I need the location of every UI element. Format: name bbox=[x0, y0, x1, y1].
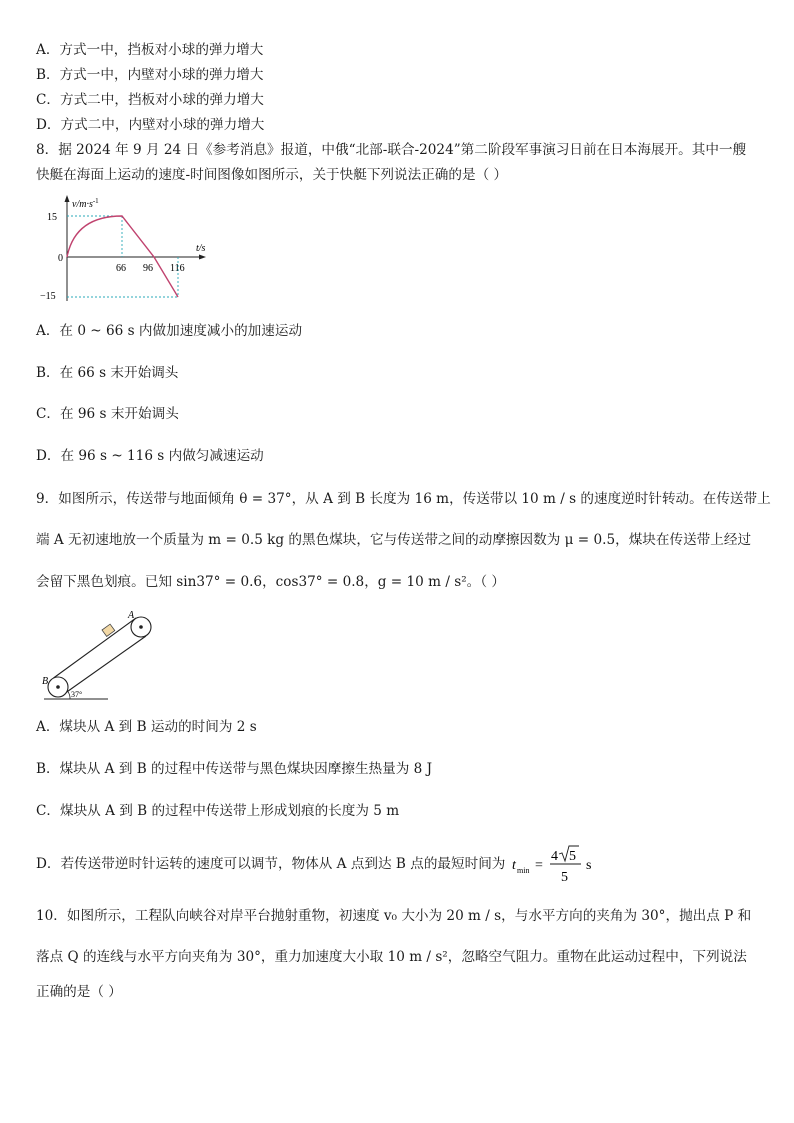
angle-arc bbox=[68, 691, 71, 699]
q7-option-d: D．方式二中，内壁对小球的弹力增大 bbox=[36, 117, 265, 133]
origin-label: 0 bbox=[58, 253, 63, 264]
y-axis-arrow bbox=[65, 195, 70, 202]
label-a: A bbox=[128, 610, 135, 621]
q8-velocity-time-graph bbox=[36, 193, 216, 305]
q8-option-d: D．在 96 s ~ 116 s 内做匀减速运动 bbox=[36, 448, 264, 464]
q9-option-b: B．煤块从 A 到 B 的过程中传送带与黑色煤块因摩擦生热量为 8 J bbox=[36, 761, 433, 777]
q9-conveyor-belt-figure bbox=[36, 608, 166, 704]
q8-stem-line2: 快艇在海面上运动的速度-时间图像如图所示，关于快艇下列说法正确的是（ ） bbox=[36, 167, 508, 183]
x-tick-116: 116 bbox=[170, 263, 185, 274]
belt-top-edge bbox=[54, 618, 137, 678]
q9-stem-line1: 9．如图所示，传送带与地面倾角 θ = 37°，从 A 到 B 长度为 16 m，传送带以 10 m / s 的速度逆时针转动。在传送带上 bbox=[36, 491, 771, 507]
svg-text:min: min bbox=[517, 866, 530, 875]
q10-stem-line2: 落点 Q 的连线与水平方向夹角为 30°，重力加速度大小取 10 m / s²，忽略空气阻力。重物在此运动过程中，下列说法 bbox=[36, 949, 747, 965]
svg-text:5: 5 bbox=[561, 870, 568, 885]
q9-option-d-text: D．若传送带逆时针运转的速度可以调节，物体从 A 点到达 B 点的最短时间为 bbox=[36, 856, 506, 872]
q8-option-c: C．在 96 s 末开始调头 bbox=[36, 406, 179, 422]
q9-option-d bbox=[36, 854, 505, 874]
label-b: B bbox=[42, 676, 49, 687]
x-axis-arrow bbox=[199, 255, 206, 260]
q8-stem-line1: 8．据 2024 年 9 月 24 日《参考消息》报道，中俄“北部-联合-2024”第二阶段军事演习日前在日本海展开。其中一艘 bbox=[36, 142, 747, 158]
belt-bottom-edge bbox=[63, 636, 147, 695]
pulley-a-axle bbox=[139, 625, 143, 629]
svg-text:s: s bbox=[586, 858, 592, 873]
q10-stem-line1: 10．如图所示，工程队向峡谷对岸平台抛射重物，初速度 v₀ 大小为 20 m / s，与水平方向的夹角为 30°，抛出点 P 和 bbox=[36, 908, 752, 924]
q9-option-a: A．煤块从 A 到 B 运动的时间为 2 s bbox=[36, 719, 257, 735]
q9-stem-line3: 会留下黑色划痕。已知 sin37° = 0.6，cos37° = 0.8，g = 10 m / s²。（ ） bbox=[36, 574, 505, 590]
q8-option-b: B．在 66 s 末开始调头 bbox=[36, 365, 179, 381]
angle-label: 37° bbox=[71, 690, 83, 699]
q9-option-d-formula bbox=[512, 840, 602, 888]
q7-option-a: A．方式一中，挡板对小球的弹力增大 bbox=[36, 42, 264, 58]
pulley-b-axle bbox=[56, 685, 60, 689]
q7-option-b: B．方式一中，内壁对小球的弹力增大 bbox=[36, 67, 264, 83]
svg-text:4: 4 bbox=[551, 849, 558, 864]
y-axis-label: $v/m\cdot s^{-1}$ bbox=[72, 197, 99, 210]
q9-option-c: C．煤块从 A 到 B 的过程中传送带上形成划痕的长度为 5 m bbox=[36, 803, 400, 819]
x-axis-label: t/s bbox=[196, 243, 206, 254]
q8-option-a: A．在 0 ~ 66 s 内做加速度减小的加速运动 bbox=[36, 323, 303, 339]
x-tick-66: 66 bbox=[116, 263, 126, 274]
svg-text:5: 5 bbox=[569, 849, 576, 864]
svg-text:=: = bbox=[535, 858, 543, 873]
y-tick-neg15: −15 bbox=[40, 291, 56, 302]
x-tick-96: 96 bbox=[143, 263, 153, 274]
q9-stem-line2: 端 A 无初速地放一个质量为 m = 0.5 kg 的黑色煤块，它与传送带之间的动摩擦因数为 μ = 0.5，煤块在传送带上经过 bbox=[36, 532, 752, 548]
y-tick-15: 15 bbox=[47, 212, 57, 223]
q7-option-c: C．方式二中，挡板对小球的弹力增大 bbox=[36, 92, 264, 108]
q10-stem-line3: 正确的是（ ） bbox=[36, 984, 122, 1000]
svg-text:t: t bbox=[512, 858, 516, 873]
